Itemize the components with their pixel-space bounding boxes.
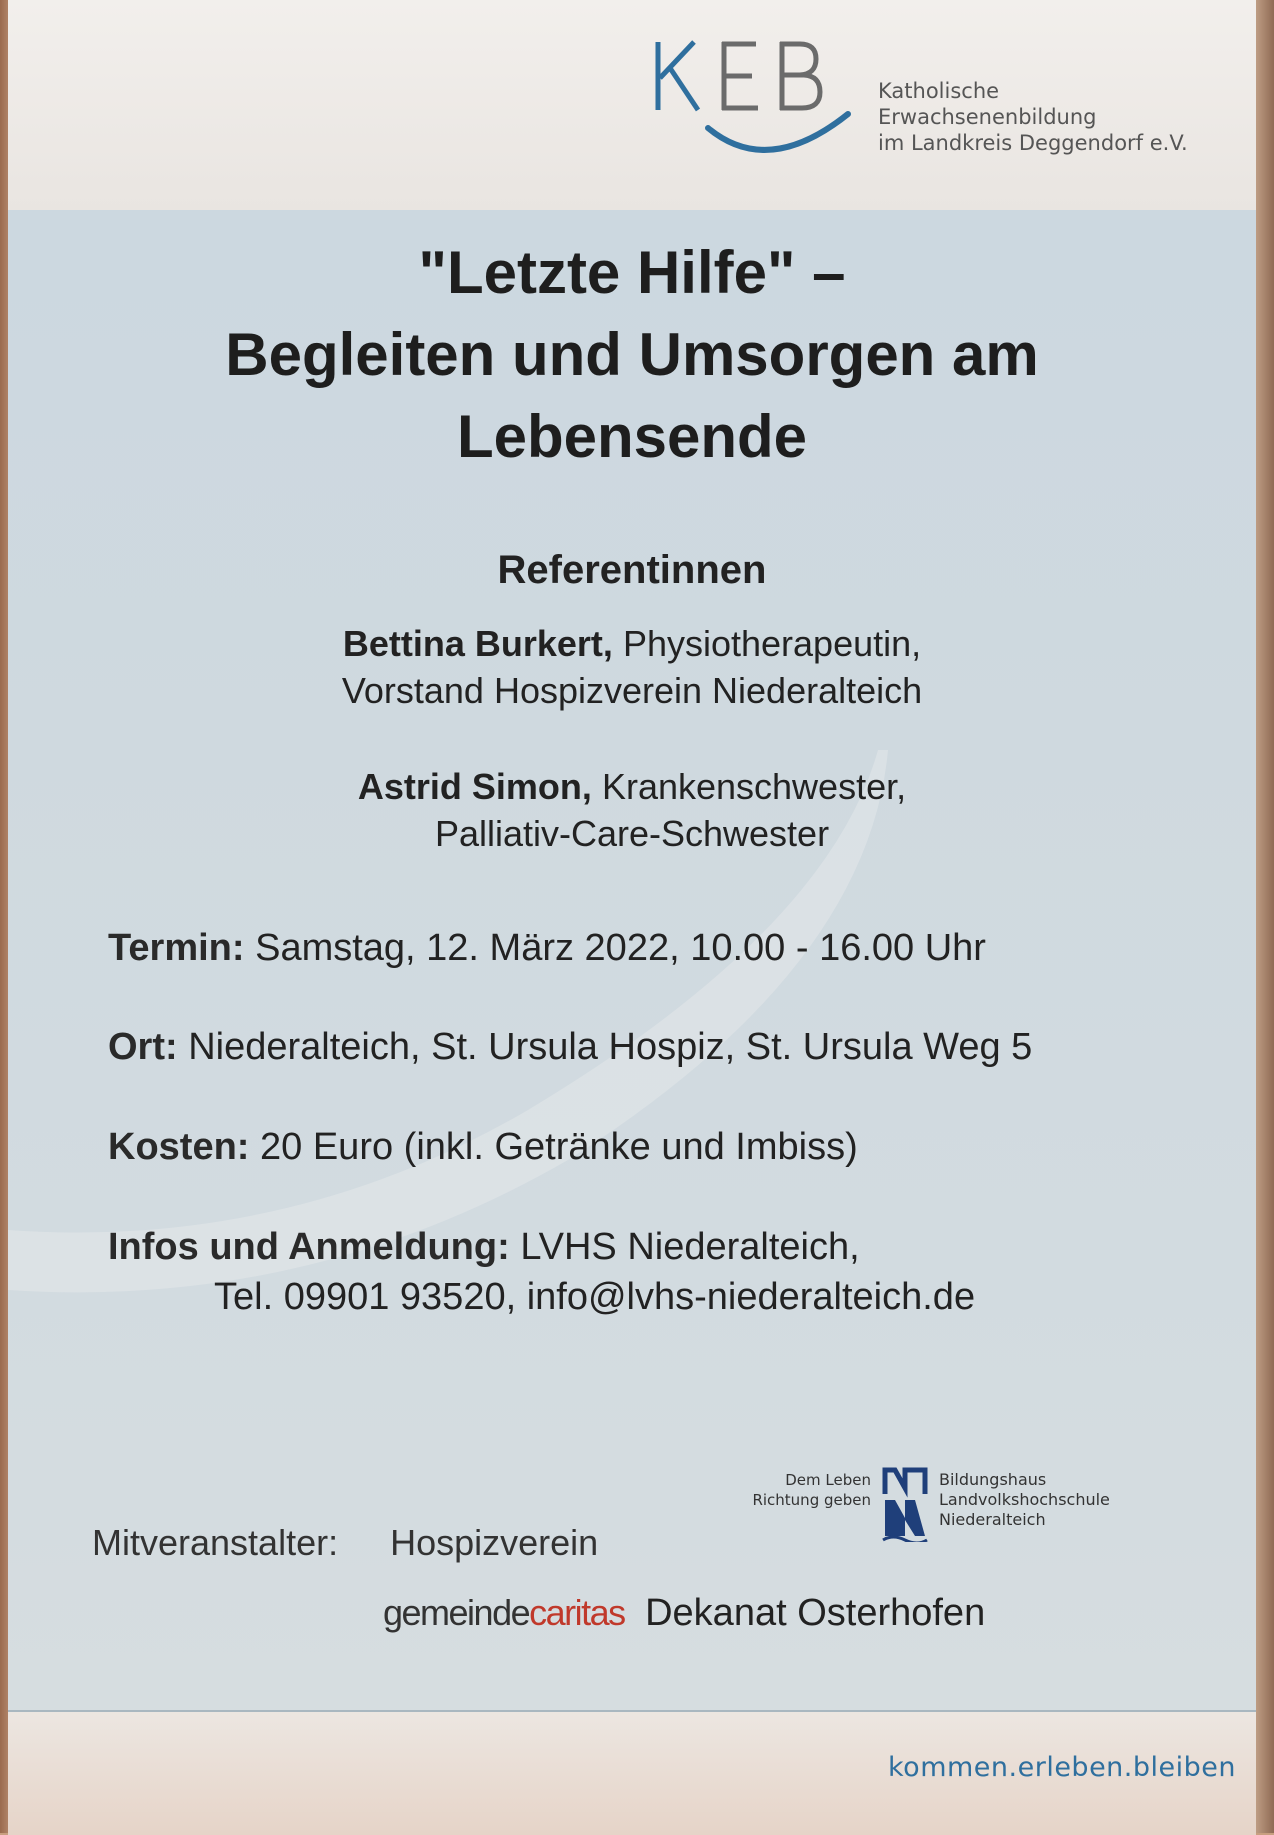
lvhs-slogan-line: Richtung geben <box>752 1491 871 1509</box>
gemeinde-wordmark: gemeinde <box>383 1592 530 1633</box>
detail-value: LVHS Niederalteich, <box>520 1226 860 1268</box>
title-line: "Letzte Hilfe" – <box>418 239 846 306</box>
keb-org-line: Katholische <box>878 79 1000 103</box>
co-organizer-name: Hospizverein <box>390 1522 599 1563</box>
lvhs-na-icon <box>881 1464 929 1542</box>
speaker-role: Krankenschwester, <box>601 766 907 807</box>
speaker-burkert <box>8 620 1256 714</box>
detail-termin <box>108 923 1208 973</box>
lvhs-name-line: Landvolkshochschule <box>939 1490 1110 1509</box>
lvhs-logo <box>733 1464 1133 1554</box>
lvhs-name-line: Bildungshaus <box>939 1470 1047 1489</box>
dekanat-name: Dekanat Osterhofen <box>645 1592 986 1634</box>
poster-body <box>8 210 1256 1710</box>
detail-value: Niederalteich, St. Ursula Hospiz, St. Ursula Weg 5 <box>188 1026 1033 1068</box>
speaker-role: Physiotherapeutin, <box>622 623 922 664</box>
lvhs-name <box>939 1470 1110 1530</box>
detail-kosten <box>108 1122 1208 1172</box>
detail-infos <box>108 1222 1208 1322</box>
detail-label: Infos und Anmeldung: <box>108 1226 510 1268</box>
speaker-simon <box>8 763 1256 857</box>
speaker-role: Palliativ-Care-Schwester <box>434 813 830 854</box>
speaker-role: Vorstand Hospizverein Niederalteich <box>341 670 923 711</box>
gemeindecaritas-logo <box>383 1592 985 1635</box>
lvhs-slogan <box>733 1470 871 1510</box>
speaker-name: Bettina Burkert, <box>342 623 613 664</box>
caritas-wordmark: caritas <box>529 1592 625 1633</box>
detail-label: Termin: <box>108 927 245 969</box>
detail-label: Kosten: <box>108 1126 250 1168</box>
tagline: kommen.erleben.bleiben <box>888 1752 1236 1783</box>
keb-org-line: im Landkreis Deggendorf e.V. <box>878 131 1188 155</box>
page-title <box>8 232 1256 478</box>
speaker-name: Astrid Simon, <box>357 766 592 807</box>
title-line: Begleiten und Umsorgen am <box>225 321 1039 388</box>
detail-value: Samstag, 12. März 2022, 10.00 - 16.00 Uhr <box>255 927 986 969</box>
title-line: Lebensende <box>456 403 808 470</box>
keb-org-name <box>878 78 1188 156</box>
poster-footer <box>8 1710 1256 1835</box>
speakers-heading: Referentinnen <box>497 548 767 592</box>
keb-logo <box>648 28 868 178</box>
detail-ort <box>108 1022 1208 1072</box>
co-organizer <box>92 1522 598 1564</box>
lvhs-name-line: Niederalteich <box>939 1510 1046 1529</box>
lvhs-slogan-line: Dem Leben <box>785 1471 871 1489</box>
co-organizer-label: Mitveranstalter: <box>92 1522 339 1563</box>
poster <box>8 0 1256 1833</box>
detail-contact: Tel. 09901 93520, info@lvhs-niederalteich.de <box>214 1276 976 1318</box>
poster-header <box>8 0 1256 210</box>
detail-label: Ort: <box>108 1026 178 1068</box>
keb-org-line: Erwachsenenbildung <box>878 105 1097 129</box>
detail-value: 20 Euro (inkl. Getränke und Imbiss) <box>260 1126 858 1168</box>
